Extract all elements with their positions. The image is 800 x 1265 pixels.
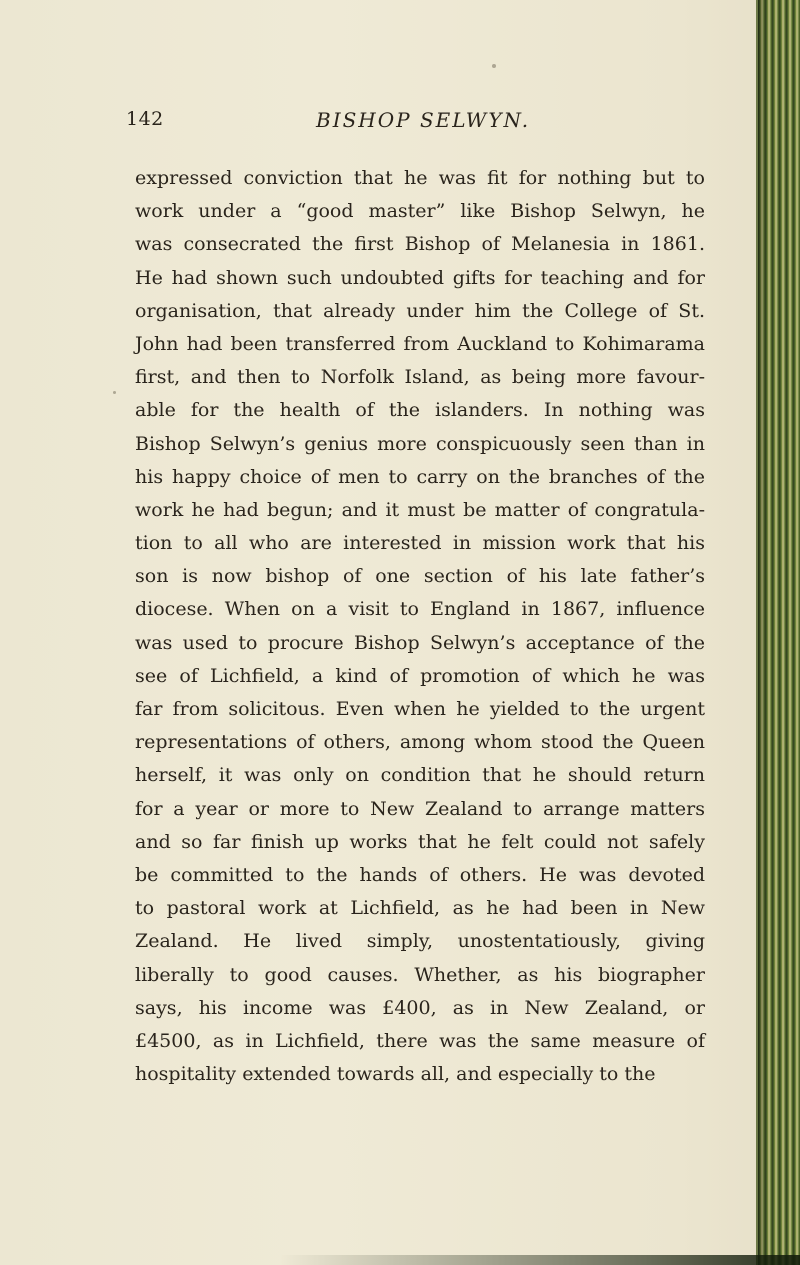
text-line: organisation, that already under him the College of St. xyxy=(135,299,705,322)
page-number: 142 xyxy=(126,108,164,130)
text-line: be committed to the hands of others. He was devoted xyxy=(135,863,705,886)
text-line: says, his income was £400, as in New Zealand, or xyxy=(135,996,705,1019)
text-line: work under a “good master” like Bishop Selwyn, he xyxy=(135,200,705,223)
body-text xyxy=(135,162,705,1091)
text-line: herself, it was only on condition that he should return xyxy=(135,764,705,787)
text-line: was consecrated the first Bishop of Melanesia in 1861. xyxy=(135,233,705,256)
text-line: far from solicitous. Even when he yielded to the urgent xyxy=(135,698,705,720)
text-line: hospitality extended towards all, and especially to the xyxy=(135,1063,656,1086)
text-line: see of Lichfield, a kind of promotion of which he was xyxy=(135,664,705,687)
text-line: representations of others, among whom stood the Queen xyxy=(135,731,705,754)
page-bottom-shadow xyxy=(280,1255,800,1265)
paper-speck xyxy=(113,391,116,394)
text-line: able for the health of the islanders. In nothing was xyxy=(135,399,705,422)
text-line: John had been transferred from Auckland to Kohimarama xyxy=(135,332,705,355)
text-line: He had shown such undoubted gifts for teaching and for xyxy=(135,266,705,289)
text-line: Zealand. He lived simply, unostentatiously, giving xyxy=(135,930,705,953)
text-line: son is now bishop of one section of his late father’s xyxy=(135,565,705,588)
text-line: first, and then to Norfolk Island, as being more favour- xyxy=(135,366,705,389)
text-line: his happy choice of men to carry on the branches of the xyxy=(135,465,705,488)
text-line: work he had begun; and it must be matter of congratula- xyxy=(135,498,705,521)
text-line: for a year or more to New Zealand to arrange matters xyxy=(135,797,705,820)
paper-speck xyxy=(492,64,496,68)
text-line: was used to procure Bishop Selwyn’s acceptance of the xyxy=(135,631,705,654)
text-line: £4500, as in Lichfield, there was the same measure of xyxy=(135,1029,705,1052)
text-line: diocese. When on a visit to England in 1867, influence xyxy=(135,598,705,621)
text-line: liberally to good causes. Whether, as his biographer xyxy=(135,963,705,986)
page-edge-binding xyxy=(756,0,800,1265)
text-line: Bishop Selwyn’s genius more conspicuously seen than in xyxy=(135,432,705,455)
text-line: tion to all who are interested in mission work that his xyxy=(135,532,705,555)
running-title: BISHOP SELWYN. xyxy=(316,108,531,132)
text-line: and so far finish up works that he felt could not safely xyxy=(135,830,705,853)
text-line: expressed conviction that he was fit for nothing but to xyxy=(135,167,705,189)
text-line: to pastoral work at Lichfield, as he had been in New xyxy=(135,897,705,920)
page-header xyxy=(126,108,716,138)
